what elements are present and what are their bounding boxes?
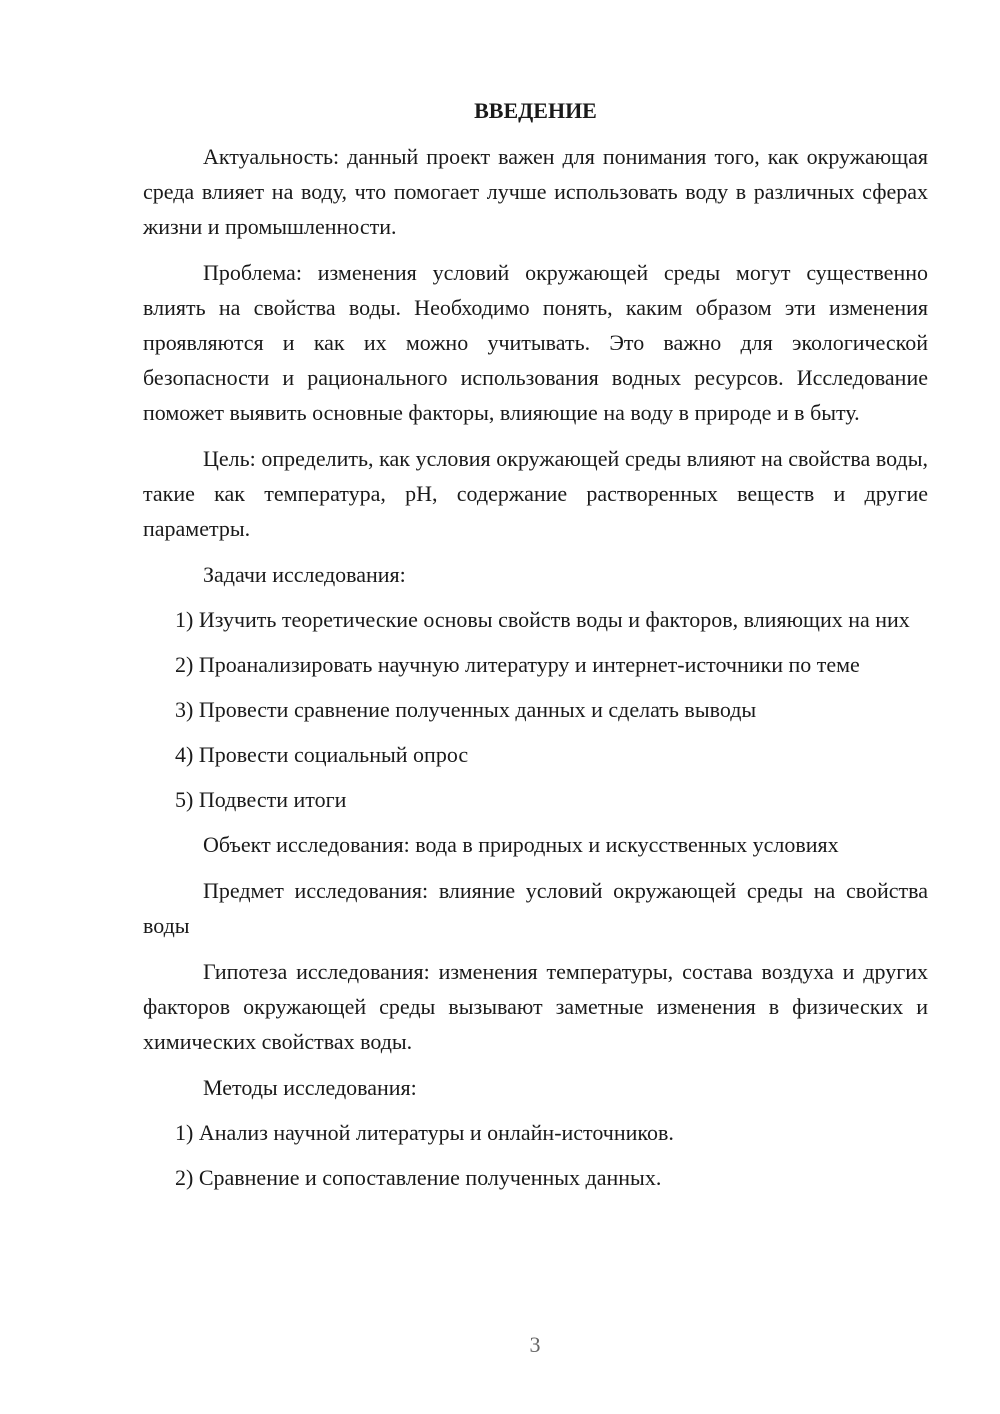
- task-item-2: 2) Проанализировать научную литературу и интернет-источники по теме: [175, 652, 860, 677]
- task-item-1: 1) Изучить теоретические основы свойств воды и факторов, влияющих на них: [175, 607, 910, 632]
- object-paragraph: Объект исследования: вода в природных и искусственных условиях: [203, 832, 839, 857]
- method-item-1: 1) Анализ научной литературы и онлайн-источников.: [175, 1120, 674, 1145]
- method-item-2: 2) Сравнение и сопоставление полученных данных.: [175, 1165, 662, 1190]
- goal-paragraph: Цель: определить, как условия окружающей среды влияют на свойства воды, такие как температура, pH, содержание растворенных веществ и другие параметры.: [143, 446, 928, 541]
- tasks-heading: Задачи исследования:: [203, 562, 406, 587]
- subject-paragraph: Предмет исследования: влияние условий окружающей среды на свойства воды: [143, 878, 928, 938]
- task-item-3: 3) Провести сравнение полученных данных и сделать выводы: [175, 697, 757, 722]
- hypothesis-paragraph: Гипотеза исследования: изменения температуры, состава воздуха и других факторов окружающей среды вызывают заметные изменения в физических и химических свойствах воды.: [143, 959, 928, 1054]
- problem-paragraph: Проблема: изменения условий окружающей среды могут существенно влиять на свойства воды. Необходимо понять, каким образом эти изменения проявляются и как их можно учитывать. Это важно для экологической безопасности и рационального использования водных ресурсов. Исследование поможет выявить основные факторы, влияющие на воду в природе и в быту.: [143, 260, 928, 425]
- methods-heading: Методы исследования:: [203, 1075, 417, 1100]
- page-number: 3: [529, 1332, 541, 1357]
- relevance-paragraph: Актуальность: данный проект важен для понимания того, как окружающая среда влияет на воду, что помогает лучше использовать воду в различных сферах жизни и промышленности.: [143, 144, 928, 239]
- task-item-4: 4) Провести социальный опрос: [175, 742, 469, 767]
- task-item-5: 5) Подвести итоги: [175, 787, 347, 812]
- section-title: ВВЕДЕНИЕ: [474, 98, 597, 123]
- page-content: [143, 96, 928, 1205]
